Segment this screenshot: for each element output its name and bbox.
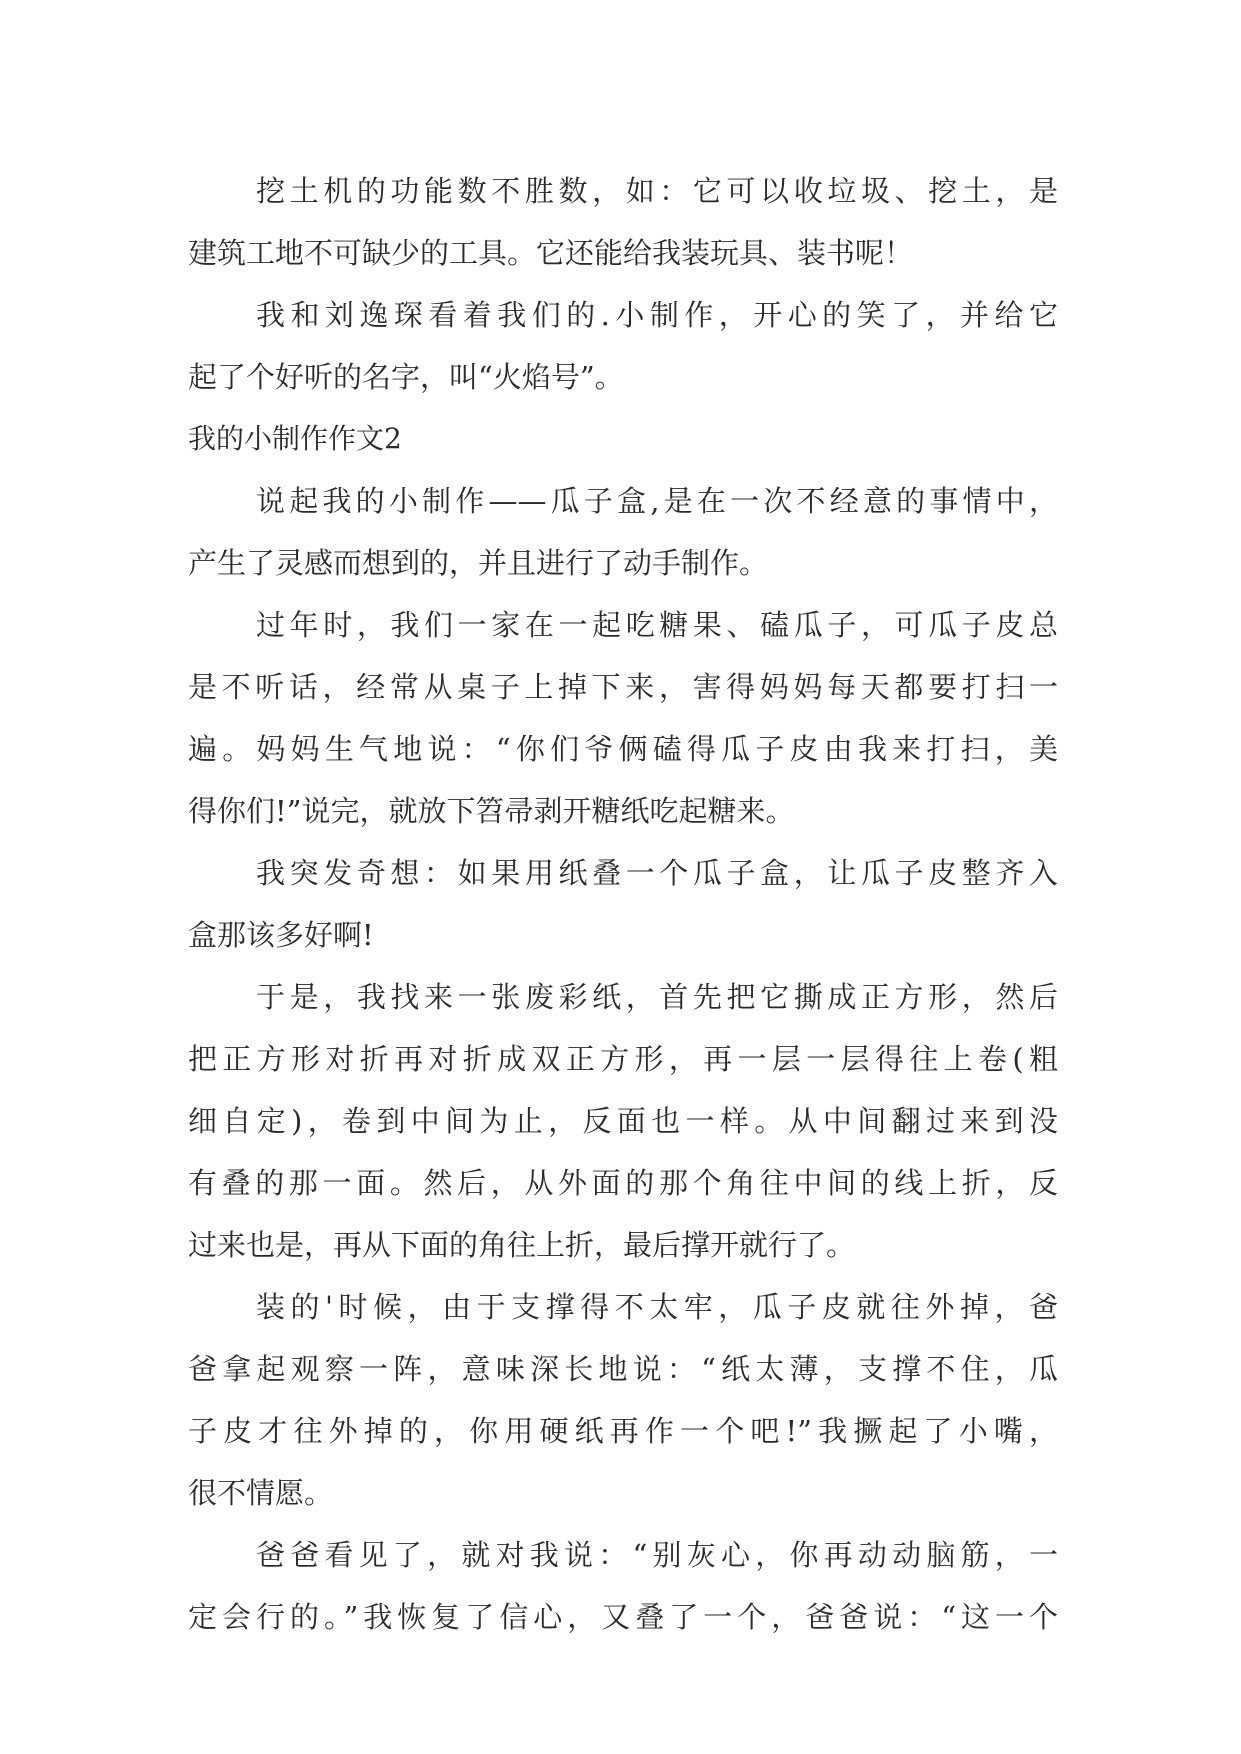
text-line: 我突发奇想：如果用纸叠一个瓜子盒，让瓜子皮整齐入: [256, 856, 1058, 890]
paragraph: [188, 284, 1058, 408]
text-line: 得你们!”说完，就放下笤帚剥开糖纸吃起糖来。: [188, 794, 795, 828]
text-line: 装的'时候，由于支撑得不太牢，瓜子皮就往外掉，爸: [256, 1290, 1058, 1324]
text-line: 说起我的小制作——瓜子盒,是在一次不经意的事情中，: [256, 484, 1058, 518]
heading-text: 我的小制作作文2: [188, 422, 402, 455]
paragraph: [188, 160, 1058, 284]
paragraph: [188, 470, 1058, 594]
text-line: 起了个好听的名字，叫“火焰号”。: [188, 360, 624, 394]
text-line: 爸爸看见了，就对我说：“别灰心，你再动动脑筋，一: [256, 1538, 1058, 1572]
text-line: 过来也是，再从下面的角往上折，最后撑开就行了。: [188, 1228, 856, 1262]
text-line: 定会行的。”我恢复了信心，又叠了一个，爸爸说：“这一个: [188, 1600, 1058, 1634]
text-line: 过年时，我们一家在一起吃糖果、磕瓜子，可瓜子皮总: [256, 608, 1058, 642]
text-line: 遍。妈妈生气地说：“你们爷俩磕得瓜子皮由我来打扫，美: [188, 732, 1058, 766]
text-line: 挖土机的功能数不胜数，如：它可以收垃圾、挖土，是: [256, 174, 1058, 208]
paragraph: [188, 842, 1058, 966]
text-line: 有叠的那一面。然后，从外面的那个角往中间的线上折，反: [188, 1166, 1058, 1200]
text-line: 我和刘逸琛看着我们的.小制作，开心的笑了，并给它: [256, 298, 1058, 332]
document-page: [188, 160, 1058, 1648]
paragraph: [188, 1276, 1058, 1524]
text-line: 盒那该多好啊!: [188, 918, 374, 952]
paragraph: [188, 966, 1058, 1276]
text-line: 于是，我找来一张废彩纸，首先把它撕成正方形，然后: [256, 980, 1058, 1014]
paragraph: [188, 1524, 1058, 1648]
text-line: 是不听话，经常从桌子上掉下来，害得妈妈每天都要打扫一: [188, 670, 1058, 704]
section-heading: [188, 408, 1058, 470]
text-line: 子皮才往外掉的，你用硬纸再作一个吧!”我撅起了小嘴，: [188, 1414, 1058, 1448]
text-line: 很不情愿。: [188, 1476, 334, 1510]
paragraph: [188, 594, 1058, 842]
text-line: 细自定)，卷到中间为止，反面也一样。从中间翻过来到没: [188, 1104, 1058, 1138]
text-line: 产生了灵感而想到的，并且进行了动手制作。: [188, 546, 769, 580]
text-line: 把正方形对折再对折成双正方形，再一层一层得往上卷(粗: [188, 1042, 1058, 1076]
text-line: 爸拿起观察一阵，意味深长地说：“纸太薄，支撑不住，瓜: [188, 1352, 1058, 1386]
text-line: 建筑工地不可缺少的工具。它还能给我装玩具、装书呢！: [188, 236, 914, 270]
